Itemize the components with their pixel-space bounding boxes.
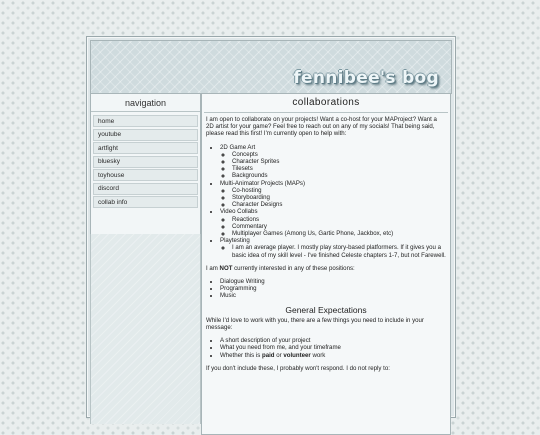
list-item: ◦ Concepts [232,151,446,158]
nav-item-bluesky[interactable]: bluesky [93,156,198,168]
page-frame [86,36,456,418]
list-item: ◦ I am an average player. I mostly play story-based platformers. If it gives you a basic idea of my skill level - I've finished Celeste chapters 1-7, but not Farewell. [232,244,446,258]
content-body [202,113,450,372]
not-interested-paragraph [206,265,446,272]
list-item: ◦ Storyboarding [232,194,446,201]
nav-item-artfight[interactable]: artfight [93,142,198,154]
list-item [220,208,446,237]
list-item-label: Multi-Animator Projects (MAPs) [220,179,305,187]
list-item-label: Video Collabs [220,208,258,216]
closing-paragraph: If you don't include these, I probably won't respond. I do not reply to: [206,364,390,372]
list-item: • A short description of your project [220,337,446,344]
list-item: ◦ Backgrounds [232,172,446,179]
list-item: ◦ Commentary [232,223,446,230]
list-item: ◦ Character Designs [232,201,446,208]
list-item [220,237,446,259]
list-item: • Dialogue Writing [220,278,446,285]
list-item: ◦ Character Sprites [232,158,446,165]
list-item: ◦ Tilesets [232,165,446,172]
nav-item-collab-info[interactable]: collab info [93,196,198,208]
nav-item-youtube[interactable]: youtube [93,129,198,141]
emphasis-volunteer: volunteer [283,351,311,359]
list-item [220,144,446,180]
intro-paragraph: I am open to collaborate on your projects! Want a co-host for your MAProject? Want a 2D artist for your game? Feel free to reach out on any of my socials! That being said, please read this first! I'm currently open to help with: [206,116,437,138]
list-item: • Music [220,292,446,299]
emphasis-not: NOT [219,264,233,272]
site-title[interactable]: fennibee's bog [293,68,439,88]
text-fragment: currently interested in any of these positions: [232,264,355,272]
emphasis-paid: paid [262,351,275,359]
open-positions-list [206,144,446,259]
sidebar-filler [90,234,201,424]
navigation-list [91,115,200,208]
list-item: ◦ Reactions [232,216,446,223]
list-item: • What you need from me, and your timeframe [220,344,446,351]
text-fragment: work [310,351,326,359]
sub-list [220,244,446,258]
navigation-title: navigation [91,98,200,112]
list-item [220,352,446,359]
sub-list [220,216,446,238]
sub-list [220,151,446,180]
nav-item-home[interactable]: home [93,115,198,127]
text-fragment: or [274,351,284,359]
nav-item-discord[interactable]: discord [93,183,198,195]
list-item: ◦ Multiplayer Games (Among Us, Gartic Phone, Jackbox, etc) [232,230,446,237]
nav-item-toyhouse[interactable]: toyhouse [93,169,198,181]
section-heading-expectations: General Expectations [285,304,367,315]
sub-list [220,187,446,209]
list-item [220,180,446,209]
text-fragment: Whether this is [220,351,262,359]
content-panel [201,93,451,435]
list-item-label: 2D Game Art [220,143,256,151]
expectations-intro: While I'd love to work with you, there are a few things you need to include in your message: [206,316,424,332]
not-interested-list [206,278,446,300]
expectations-list [206,337,446,359]
page-title: collaborations [204,97,448,113]
list-item: ◦ Co-hosting [232,187,446,194]
list-item: • Programming [220,285,446,292]
navigation-panel [90,93,201,235]
text-fragment: I am [206,264,220,272]
site-banner [90,40,452,94]
list-item-label: Playtesting [220,237,250,245]
